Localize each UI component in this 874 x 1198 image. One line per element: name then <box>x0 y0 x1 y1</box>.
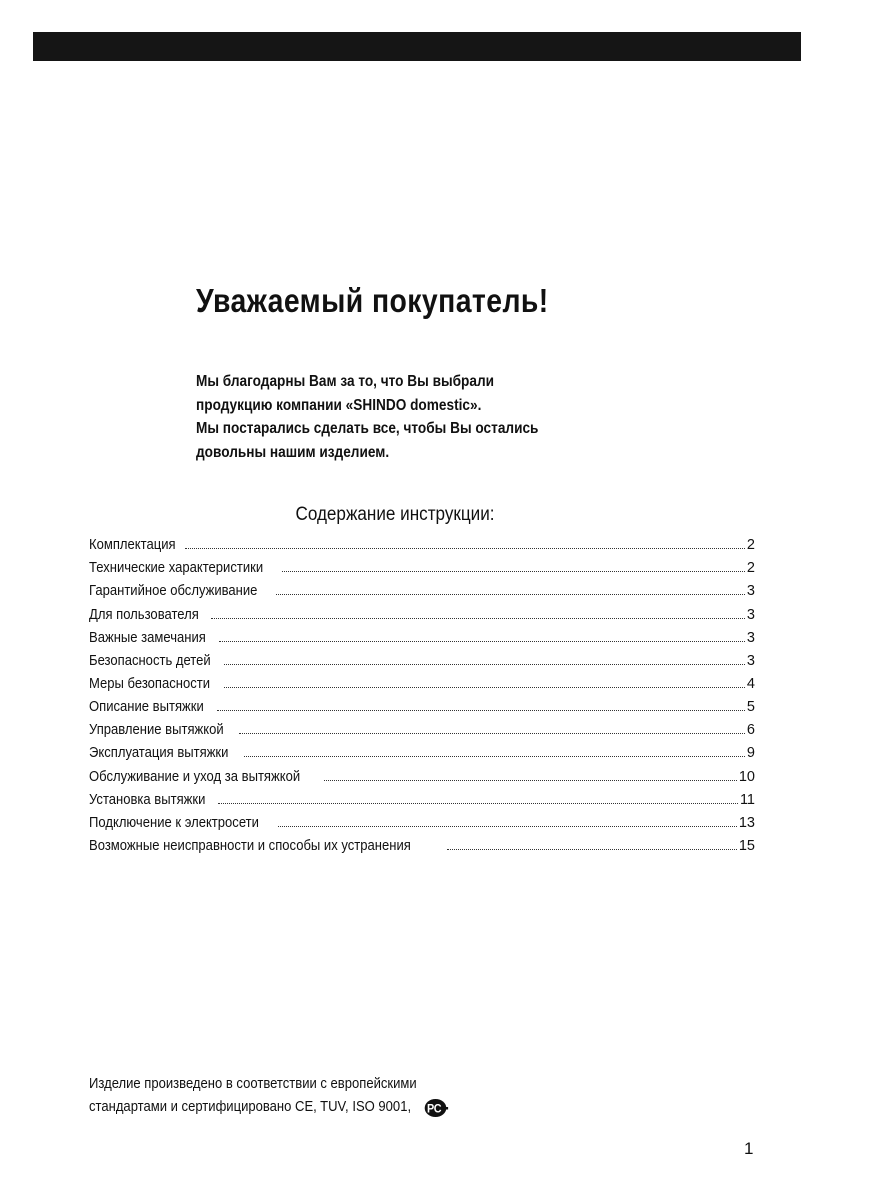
toc-leader-dots <box>219 641 745 642</box>
toc-item-label: Гарантийное обслуживание <box>89 583 258 600</box>
toc-item[interactable] <box>89 599 755 622</box>
toc-item-page: 4 <box>746 675 755 692</box>
toc-item-page: 9 <box>746 745 755 762</box>
toc-item[interactable] <box>89 692 755 715</box>
toc-item-label: Управление вытяжкой <box>89 722 224 739</box>
toc-leader-dots <box>276 594 745 595</box>
toc-item[interactable] <box>89 785 755 808</box>
toc-item-label: Для пользователя <box>89 606 199 623</box>
toc-item-label: Комплектация <box>89 537 176 554</box>
toc-item-label: Обслуживание и уход за вытяжкой <box>89 768 301 785</box>
toc-leader-dots <box>324 780 737 781</box>
toc-item-page: 15 <box>738 837 755 854</box>
toc-item-label: Подключение к электросети <box>89 814 259 831</box>
toc-item-label: Меры безопасности <box>89 675 211 692</box>
toc-leader-dots <box>211 618 745 619</box>
toc-item-label: Безопасность детей <box>89 652 211 669</box>
toc-item-page: 3 <box>746 629 755 646</box>
toc-leader-dots <box>239 733 745 734</box>
page-number: 1 <box>744 1139 754 1158</box>
intro-line: Мы постарались сделать все, чтобы Вы остались <box>196 420 539 437</box>
certification-line-with-mark <box>89 1096 449 1119</box>
header-bar <box>33 32 801 61</box>
svg-text:P: P <box>426 1102 435 1116</box>
toc-leader-dots <box>282 571 744 572</box>
toc-item-page: 11 <box>739 791 755 808</box>
toc-leader-dots <box>447 849 737 850</box>
intro-line: Мы благодарны Вам за то, что Вы выбрали <box>196 373 495 390</box>
toc-leader-dots <box>278 826 737 827</box>
toc-item-label: Важные замечания <box>89 629 206 646</box>
toc-leader-dots <box>244 756 745 757</box>
intro-line: продукцию компании «SHINDO domestic». <box>196 396 482 414</box>
intro-paragraph <box>196 370 538 464</box>
svg-text:C: C <box>433 1102 442 1116</box>
certification-line: стандартами и сертифицировано CE, TUV, ISO 9001, <box>89 1099 412 1115</box>
toc-item-page: 2 <box>746 537 755 554</box>
toc-title: Содержание инструкции: <box>295 504 495 525</box>
toc-item-page: 3 <box>746 606 755 623</box>
pct-certification-mark-icon <box>424 1098 449 1118</box>
toc-item-label: Описание вытяжки <box>89 699 204 716</box>
toc-item-page: 13 <box>738 814 755 831</box>
toc-item-page: 6 <box>746 722 755 739</box>
toc-item-label: Возможные неисправности и способы их устранения <box>89 837 411 854</box>
certification-line: Изделие произведено в соответствии с европейскими <box>89 1076 417 1092</box>
toc-item[interactable] <box>89 576 755 599</box>
toc-leader-dots <box>218 803 738 804</box>
intro-line: довольны нашим изделием. <box>196 443 390 461</box>
toc-item-label: Установка вытяжки <box>89 791 206 808</box>
toc-leader-dots <box>185 548 745 549</box>
toc-item-page: 10 <box>738 768 755 785</box>
table-of-contents <box>89 530 755 854</box>
greeting-title: Уважаемый покупатель! <box>196 282 549 319</box>
certification-note <box>89 1073 449 1119</box>
toc-item[interactable] <box>89 623 755 646</box>
toc-item-page: 2 <box>746 560 755 577</box>
toc-item-page: 3 <box>746 583 755 600</box>
toc-leader-dots <box>224 664 745 665</box>
toc-item-page: 3 <box>746 652 755 669</box>
toc-item-page: 5 <box>746 699 755 716</box>
toc-item[interactable] <box>89 669 755 692</box>
toc-leader-dots <box>224 687 745 688</box>
toc-leader-dots <box>217 710 745 711</box>
toc-item[interactable] <box>89 808 755 831</box>
toc-item-label: Эксплуатация вытяжки <box>89 745 229 762</box>
toc-item[interactable] <box>89 831 755 854</box>
toc-item[interactable] <box>89 553 755 576</box>
toc-item[interactable] <box>89 761 755 784</box>
toc-item-label: Технические характеристики <box>89 560 264 577</box>
toc-item[interactable] <box>89 530 755 553</box>
toc-item[interactable] <box>89 646 755 669</box>
toc-item[interactable] <box>89 738 755 761</box>
toc-item[interactable] <box>89 715 755 738</box>
